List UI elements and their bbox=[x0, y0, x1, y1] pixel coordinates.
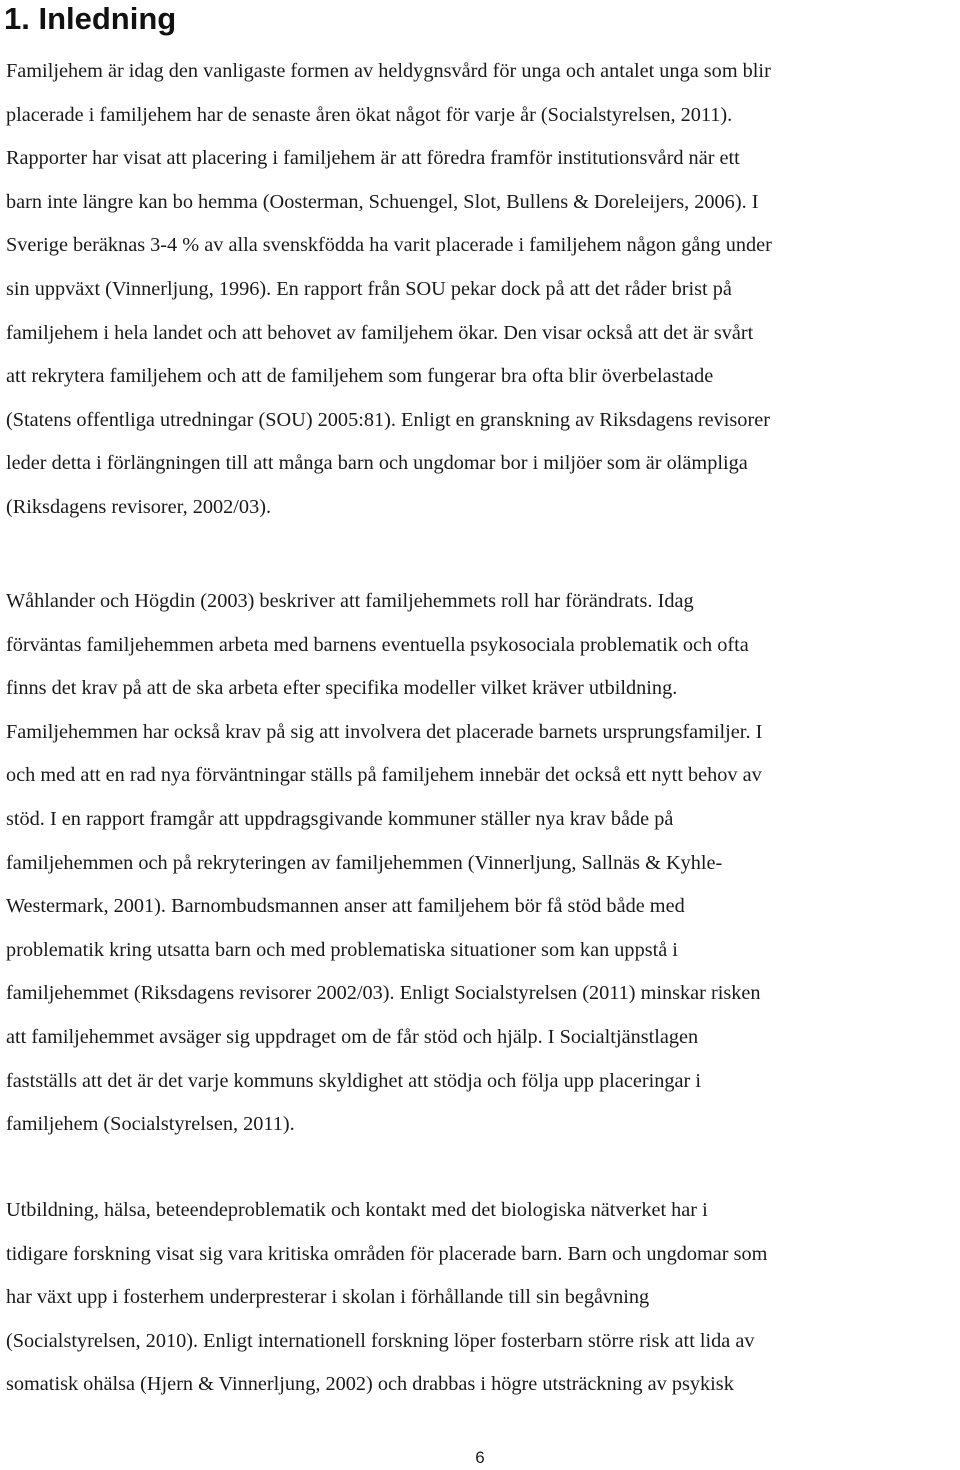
text-line: att familjehemmet avsäger sig uppdraget om de får stöd och hjälp. I Socialtjänstlagen bbox=[6, 1025, 699, 1048]
text-line: förväntas familjehemmen arbeta med barnens eventuella psykosociala problematik och ofta bbox=[6, 633, 749, 656]
text-line: sin uppväxt (Vinnerljung, 1996). En rapport från SOU pekar dock på att det råder brist på bbox=[6, 277, 732, 300]
text-line: Rapporter har visat att placering i familjehem är att föredra framför institutionsvård när ett bbox=[6, 147, 740, 170]
text-line: fastställs att det är det varje kommuns skyldighet att stödja och följa upp placeringar i bbox=[6, 1069, 702, 1092]
paragraph-1 bbox=[6, 50, 956, 530]
text-line: familjehemmen och på rekryteringen av familjehemmen (Vinnerljung, Sallnäs & Kyhle- bbox=[6, 851, 723, 874]
text-line: Familjehemmen har också krav på sig att involvera det placerade barnets ursprungsfamiljer. I bbox=[6, 720, 763, 743]
text-line: familjehem i hela landet och att behovet av familjehem ökar. Den visar också att det är svårt bbox=[6, 321, 754, 344]
text-line: somatisk ohälsa (Hjern & Vinnerljung, 2002) och drabbas i högre utsträckning av psykisk bbox=[6, 1373, 734, 1396]
text-line: familjehem (Socialstyrelsen, 2011). bbox=[6, 1113, 295, 1136]
text-line: Utbildning, hälsa, beteendeproblematik och kontakt med det biologiska nätverket har i bbox=[6, 1199, 708, 1221]
text-line: Westermark, 2001). Barnombudsmannen anser att familjehem bör få stöd både med bbox=[6, 895, 685, 918]
text-line: har växt upp i fosterhem underpresterar i skolan i förhållande till sin begåvning bbox=[6, 1286, 650, 1309]
paragraph-2 bbox=[6, 580, 956, 1147]
text-line: placerade i familjehem har de senaste åren ökat något för varje år (Socialstyrelsen, 2011). bbox=[6, 103, 733, 126]
text-line: (Socialstyrelsen, 2010). Enligt internationell forskning löper fosterbarn större risk att lida av bbox=[6, 1329, 755, 1352]
text-line: tidigare forskning visat sig vara kritiska områden för placerade barn. Barn och ungdomar som bbox=[6, 1242, 768, 1265]
text-line: (Statens offentliga utredningar (SOU) 2005:81). Enligt en granskning av Riksdagens revisorer bbox=[6, 408, 770, 431]
text-line: barn inte längre kan bo hemma (Oosterman, Schuengel, Slot, Bullens & Doreleijers, 2006). I bbox=[6, 190, 759, 213]
text-line: att rekrytera familjehem och att de familjehem som fungerar bra ofta blir överbelastade bbox=[6, 365, 714, 388]
text-line: stöd. I en rapport framgår att uppdragsgivande kommuner ställer nya krav både på bbox=[6, 807, 674, 830]
text-line: (Riksdagens revisorer, 2002/03). bbox=[6, 495, 272, 518]
text-line: finns det krav på att de ska arbeta efter specifika modeller vilket kräver utbildning. bbox=[6, 677, 678, 700]
text-line: och med att en rad nya förväntningar ställs på familjehem innebär det också ett nytt behov av bbox=[6, 764, 762, 787]
text-line: leder detta i förlängningen till att många barn och ungdomar bor i miljöer som är olämpliga bbox=[6, 452, 748, 475]
paragraph-3 bbox=[6, 1189, 956, 1407]
text-line: Familjehem är idag den vanligaste formen av heldygnsvård för unga och antalet unga som blir bbox=[6, 60, 771, 82]
text-line: familjehemmet (Riksdagens revisorer 2002/03). Enligt Socialstyrelsen (2011) minskar risken bbox=[6, 982, 761, 1005]
section-heading: 1. Inledning bbox=[4, 1, 177, 36]
text-line: problematik kring utsatta barn och med problematiska situationer som kan uppstå i bbox=[6, 938, 678, 961]
text-line: Wåhlander och Högdin (2003) beskriver att familjehemmets roll har förändrats. Idag bbox=[6, 590, 694, 612]
page-number: 6 bbox=[475, 1448, 485, 1467]
text-line: Sverige beräknas 3-4 % av alla svenskfödda ha varit placerade i familjehem någon gång under bbox=[6, 234, 772, 257]
